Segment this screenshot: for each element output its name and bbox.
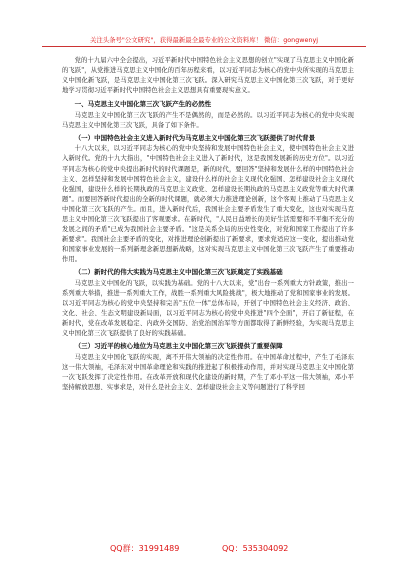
- subsection-heading-3: （三）习近平的核心地位为马克思主义中国化第三次飞跃提供了重要保障: [74, 342, 283, 351]
- footer-qq-number: QQ：535304092: [222, 544, 289, 553]
- section-heading-1: 一、马克思主义中国化第三次飞跃产生的必然性: [74, 100, 212, 109]
- subsection-heading-2: （二）新时代的伟大实践为马克思主义中国化第三次飞跃奠定了实践基础: [74, 268, 283, 277]
- document-body: [62, 56, 354, 393]
- subsection-heading-1: （一）中国特色社会主义进入新时代为马克思主义中国化第三次飞跃提供了时代背景: [74, 134, 316, 143]
- header-divider: [42, 46, 366, 47]
- subsection-2-paragraph: 马克思主义中国化的飞跃，以实践为基础。党的十八大以来，党"出台一系列重大方针政策，推出一系列重大举措，推进一系列重大工作，战胜一系列重大风险挑战"，极大地推动了党和国家事业的发展。以习近平同志为核心的党中央坚持和完善"五位一体"总体布局，开创了中国特色社会主义经济、政治、文化、社会、生态文明建设新局面，以习近平同志为核心的党中央推进"四个全面"，开启了新征程，在新时代，党在改革发展稳定、内政外交国防、治党治国治军等方面都取得了新鲜经验，为实现马克思主义中国化第三次飞跃提供了良好的实践基础。: [62, 279, 354, 338]
- intro-paragraph: 党的十九届六中全会提出，习近平新时代中国特色社会主义思想的创立"实现了马克思主义中国化新的飞跃"，从党推进马克思主义中国化的百年历程来看，以习近平同志为核心的党中央所实现的马克思主义中国化新飞跃，是马克思主义中国化第三次飞跃。深入研究马克思主义中国化第三次飞跃，对于更好地学习贯彻习近平新时代中国特色社会主义思想具有重要现实意义。: [62, 57, 354, 95]
- header-banner: 关注头条号"公文研究"，获得最新最全最专业的公文资料库！ 微信：gongwenyj: [89, 36, 319, 44]
- footer-qq-group: QQ群：31991489: [110, 544, 180, 553]
- section-1-intro-paragraph: 马克思主义中国化第三次飞跃的产生不是偶然的，而是必然的。以习近平同志为核心的党中央实现马克思主义中国化第三次飞跃，具备了如下条件。: [62, 111, 354, 129]
- subsection-3-paragraph: 马克思主义中国化飞跃的实现，离不开伟大领袖的决定性作用。在中国革命过程中，产生了毛泽东这一伟大领袖，毛泽东对中国革命理论和实践的推进起了积极推动作用，并对实现马克思主义中国化第一次飞跃发挥了决定性作用。在改革开放和现代化建设的新时期，产生了邓小平这一伟大领袖，邓小平坚持解放思想、实事求是，对什么是社会主义、怎样建设社会主义等问题进行了科学回: [62, 353, 354, 391]
- subsection-1-paragraph: 十八大以来，以习近平同志为核心的党中央坚持和发展中国特色社会主义，使中国特色社会主义进入新时代。党的十九大指出，"中国特色社会主义进入了新时代，这是我国发展新的历史方位"。以习近平同志为核心的党中央提出新时代的时代课题是，新的时代，要回答"坚持和发展什么样的中国特色社会主义、怎样坚持和发展中国特色社会主义，建设什么样的社会主义现代化强国、怎样建设社会主义现代化强国，建设什么样的长期执政的马克思主义政党、怎样建设长期执政的马克思主义政党等重大时代课题"。而要回答新时代提出的全新的时代课题，就必须大力推进理论创新，这个客观上推动了马克思主义中国化第三次飞跃的产生。而且，进入新时代后，我国社会主要矛盾发生了重大变化，这也对实现马克思主义中国化第三次飞跃提出了客观要求。在新时代，"人民日益增长的美好生活需要和不平衡不充分的发展之间的矛盾"已成为我国社会主要矛盾。"这是关系全局的历史性变化，对党和国家工作提出了许多新要求"。我国社会主要矛盾的变化，对推进理论创新提出了新要求，要求党适应这一变化，提出推动党和国家事业发展的一系列新理念新思想新战略，这对实现马克思主义中国化第三次飞跃产生了重要推动作用。: [62, 145, 354, 264]
- footer-contact: [110, 543, 320, 555]
